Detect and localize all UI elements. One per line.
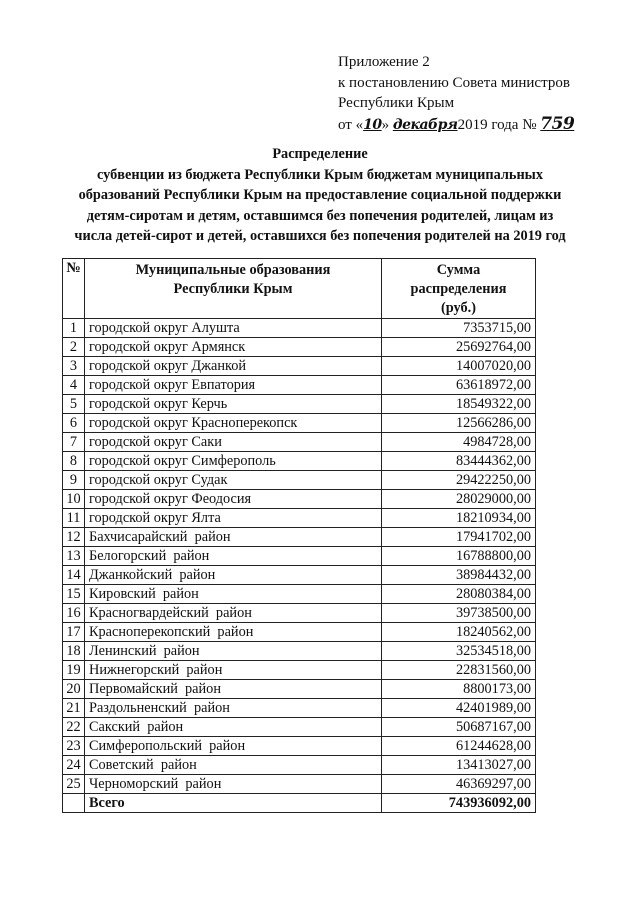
table-row xyxy=(63,509,536,528)
row-sum: 39738500,00 xyxy=(382,604,536,623)
table-row xyxy=(63,414,536,433)
handwritten-month: декабря xyxy=(392,116,458,133)
row-num: 4 xyxy=(63,376,85,395)
row-sum: 7353715,00 xyxy=(382,319,536,338)
row-num: 15 xyxy=(63,585,85,604)
row-sum: 25692764,00 xyxy=(382,338,536,357)
title-line-2: субвенции из бюджета Республики Крым бюджетам муниципальных xyxy=(97,166,543,183)
table-row xyxy=(63,338,536,357)
date-year: 2019 года № xyxy=(457,116,541,133)
table-row xyxy=(63,395,536,414)
row-num: 22 xyxy=(63,718,85,737)
row-sum: 18549322,00 xyxy=(382,395,536,414)
row-num: 13 xyxy=(63,547,85,566)
total-label: Всего xyxy=(85,794,382,813)
appendix-date-line xyxy=(338,114,574,136)
title-line-4: детям-сиротам и детям, оставшимся без попечения родителей, лицам из xyxy=(86,207,554,224)
header-sum xyxy=(382,259,536,319)
table-header-row xyxy=(63,259,536,319)
header-sum-line1: Сумма xyxy=(436,262,481,278)
row-num: 16 xyxy=(63,604,85,623)
row-sum: 14007020,00 xyxy=(382,357,536,376)
row-num: 2 xyxy=(63,338,85,357)
title-line-1: Распределение xyxy=(272,146,368,162)
row-sum: 13413027,00 xyxy=(382,756,536,775)
header-num: № xyxy=(63,259,85,319)
table-row xyxy=(63,737,536,756)
row-num: 7 xyxy=(63,433,85,452)
header-municipality xyxy=(85,259,382,319)
row-sum: 63618972,00 xyxy=(382,376,536,395)
row-sum: 83444362,00 xyxy=(382,452,536,471)
row-num: 1 xyxy=(63,319,85,338)
row-num: 3 xyxy=(63,357,85,376)
row-municipality: Первомайский район xyxy=(85,680,382,699)
table-row xyxy=(63,604,536,623)
date-prefix: от « xyxy=(338,116,364,133)
row-num: 17 xyxy=(63,623,85,642)
row-sum: 28029000,00 xyxy=(382,490,536,509)
header-municipality-line2: Республики Крым xyxy=(173,281,293,297)
total-row xyxy=(63,794,536,813)
row-municipality: городской округ Ялта xyxy=(85,509,382,528)
table-row xyxy=(63,528,536,547)
row-municipality: Красногвардейский район xyxy=(85,604,382,623)
row-municipality: городской округ Джанкой xyxy=(85,357,382,376)
row-num: 11 xyxy=(63,509,85,528)
table-row xyxy=(63,357,536,376)
header-sum-line2: распределения xyxy=(410,281,507,297)
row-num: 8 xyxy=(63,452,85,471)
table-row xyxy=(63,566,536,585)
row-municipality: городской округ Судак xyxy=(85,471,382,490)
appendix-reference: к постановлению Совета министров xyxy=(338,74,570,91)
row-num: 25 xyxy=(63,775,85,794)
title-line-3: образований Республики Крым на предоставление социальной поддержки xyxy=(78,187,562,203)
row-sum: 18240562,00 xyxy=(382,623,536,642)
table-row xyxy=(63,452,536,471)
row-municipality: Бахчисарайский район xyxy=(85,528,382,547)
row-municipality: городской округ Евпатория xyxy=(85,376,382,395)
distribution-table xyxy=(62,258,536,813)
table-row xyxy=(63,642,536,661)
row-municipality: Раздольненский район xyxy=(85,699,382,718)
table-row xyxy=(63,699,536,718)
row-sum: 17941702,00 xyxy=(382,528,536,547)
table-row xyxy=(63,547,536,566)
table-row xyxy=(63,718,536,737)
row-sum: 29422250,00 xyxy=(382,471,536,490)
row-num: 18 xyxy=(63,642,85,661)
table-row xyxy=(63,775,536,794)
total-num xyxy=(63,794,85,813)
row-num: 6 xyxy=(63,414,85,433)
table-row xyxy=(63,756,536,775)
row-sum: 38984432,00 xyxy=(382,566,536,585)
row-municipality: городской округ Симферополь xyxy=(85,452,382,471)
row-sum: 61244628,00 xyxy=(382,737,536,756)
row-municipality: Белогорский район xyxy=(85,547,382,566)
title-line-5: числа детей-сирот и детей, оставшихся без попечения родителей на 2019 год xyxy=(74,228,566,244)
row-num: 9 xyxy=(63,471,85,490)
row-sum: 8800173,00 xyxy=(382,680,536,699)
row-sum: 16788800,00 xyxy=(382,547,536,566)
row-municipality: городской округ Алушта xyxy=(85,319,382,338)
row-sum: 32534518,00 xyxy=(382,642,536,661)
row-municipality: городской округ Красноперекопск xyxy=(85,414,382,433)
row-sum: 50687167,00 xyxy=(382,718,536,737)
appendix-number: Приложение 2 xyxy=(338,54,430,70)
row-num: 24 xyxy=(63,756,85,775)
row-municipality: городской округ Керчь xyxy=(85,395,382,414)
row-sum: 42401989,00 xyxy=(382,699,536,718)
table-row xyxy=(63,490,536,509)
date-mid: » xyxy=(381,116,393,133)
row-sum: 12566286,00 xyxy=(382,414,536,433)
header-sum-line3: (руб.) xyxy=(441,300,476,316)
row-municipality: Ленинский район xyxy=(85,642,382,661)
appendix-republic: Республики Крым xyxy=(338,95,455,111)
row-municipality: Красноперекопский район xyxy=(85,623,382,642)
row-sum: 18210934,00 xyxy=(382,509,536,528)
table-row xyxy=(63,680,536,699)
document-title xyxy=(20,144,620,247)
table-row xyxy=(63,319,536,338)
row-num: 12 xyxy=(63,528,85,547)
row-municipality: Советский район xyxy=(85,756,382,775)
row-municipality: городской округ Саки xyxy=(85,433,382,452)
row-num: 5 xyxy=(63,395,85,414)
row-num: 14 xyxy=(63,566,85,585)
row-num: 23 xyxy=(63,737,85,756)
row-municipality: городской округ Феодосия xyxy=(85,490,382,509)
row-sum: 22831560,00 xyxy=(382,661,536,680)
row-sum: 28080384,00 xyxy=(382,585,536,604)
row-sum: 46369297,00 xyxy=(382,775,536,794)
handwritten-number: 759 xyxy=(540,113,575,134)
table-row xyxy=(63,623,536,642)
row-municipality: Сакский район xyxy=(85,718,382,737)
table-row xyxy=(63,376,536,395)
row-num: 20 xyxy=(63,680,85,699)
handwritten-day: 10 xyxy=(363,116,382,133)
row-municipality: городской округ Армянск xyxy=(85,338,382,357)
row-num: 21 xyxy=(63,699,85,718)
row-num: 10 xyxy=(63,490,85,509)
row-municipality: Кировский район xyxy=(85,585,382,604)
row-municipality: Джанкойский район xyxy=(85,566,382,585)
row-municipality: Черноморский район xyxy=(85,775,382,794)
header-municipality-line1: Муниципальные образования xyxy=(135,262,331,278)
appendix-header xyxy=(338,52,574,135)
row-num: 19 xyxy=(63,661,85,680)
row-municipality: Нижнегорский район xyxy=(85,661,382,680)
table-row xyxy=(63,471,536,490)
table-row xyxy=(63,433,536,452)
total-sum: 743936092,00 xyxy=(382,794,536,813)
row-municipality: Симферопольский район xyxy=(85,737,382,756)
table-row xyxy=(63,585,536,604)
row-sum: 4984728,00 xyxy=(382,433,536,452)
table-row xyxy=(63,661,536,680)
